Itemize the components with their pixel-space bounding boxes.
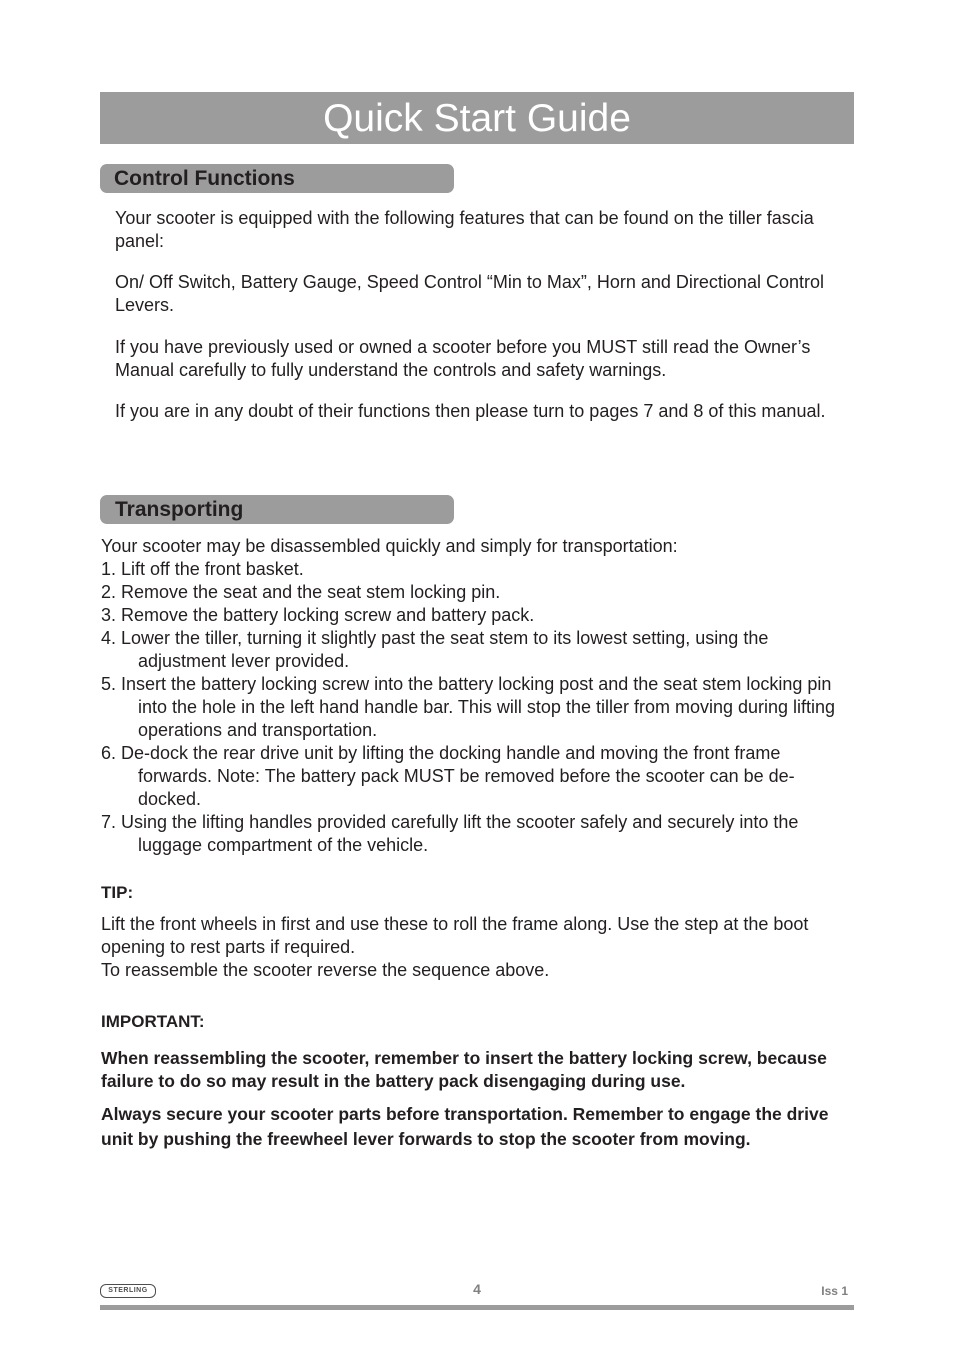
- list-item: 7. Using the lifting handles provided carefully lift the scooter safely and securely into the luggage compartment of the vehicle.: [101, 812, 799, 855]
- page-number: 4: [473, 1281, 481, 1297]
- transport-steps: [101, 535, 853, 857]
- sterling-logo: STERLING: [100, 1284, 156, 1298]
- list-item: 4. Lower the tiller, turning it slightly past the seat stem to its lowest setting, using the adjustment lever provided.: [101, 628, 769, 671]
- control-paragraph: If you have previously used or owned a scooter before you MUST still read the Owner’s Manual carefully to fully understand the controls and safety warnings.: [115, 337, 811, 380]
- control-paragraph: On/ Off Switch, Battery Gauge, Speed Control “Min to Max”, Horn and Directional Control Levers.: [115, 272, 824, 315]
- transport-intro: Your scooter may be disassembled quickly and simply for transportation:: [101, 536, 678, 556]
- section-heading-control-functions: Control Functions: [100, 164, 454, 193]
- page-title: Quick Start Guide: [100, 92, 854, 144]
- section-heading-transporting: Transporting: [100, 495, 454, 524]
- list-item: 5. Insert the battery locking screw into the battery locking post and the seat stem locking pin into the hole in the left hand handle bar. This will stop the tiller from moving during lifting operations and transportation.: [101, 674, 836, 740]
- important-text: Always secure your scooter parts before transportation. Remember to engage the drive unit by pushing the freewheel lever forwards to stop the scooter from moving.: [101, 1104, 829, 1149]
- issue-label: Iss 1: [821, 1284, 848, 1298]
- list-item: 6. De-dock the rear drive unit by lifting the docking handle and moving the front frame forwards. Note: The battery pack MUST be removed before the scooter can be de-docked.: [101, 743, 795, 809]
- tip-text: To reassemble the scooter reverse the sequence above.: [101, 960, 550, 980]
- list-item: 1. Lift off the front basket.: [101, 559, 304, 579]
- list-item: 2. Remove the seat and the seat stem locking pin.: [101, 582, 501, 602]
- tip-label: TIP:: [101, 883, 134, 902]
- important-label: IMPORTANT:: [101, 1012, 205, 1031]
- tip-text: Lift the front wheels in first and use these to roll the frame along. Use the step at the boot opening to rest parts if required.: [101, 914, 809, 957]
- footer-divider: [100, 1305, 854, 1310]
- list-item: 3. Remove the battery locking screw and battery pack.: [101, 605, 535, 625]
- control-paragraph: If you are in any doubt of their functions then please turn to pages 7 and 8 of this manual.: [115, 401, 826, 421]
- important-text: When reassembling the scooter, remember to insert the battery locking screw, because failure to do so may result in the battery pack disengaging during use.: [101, 1048, 827, 1091]
- control-paragraph: Your scooter is equipped with the following features that can be found on the tiller fascia panel:: [115, 208, 814, 251]
